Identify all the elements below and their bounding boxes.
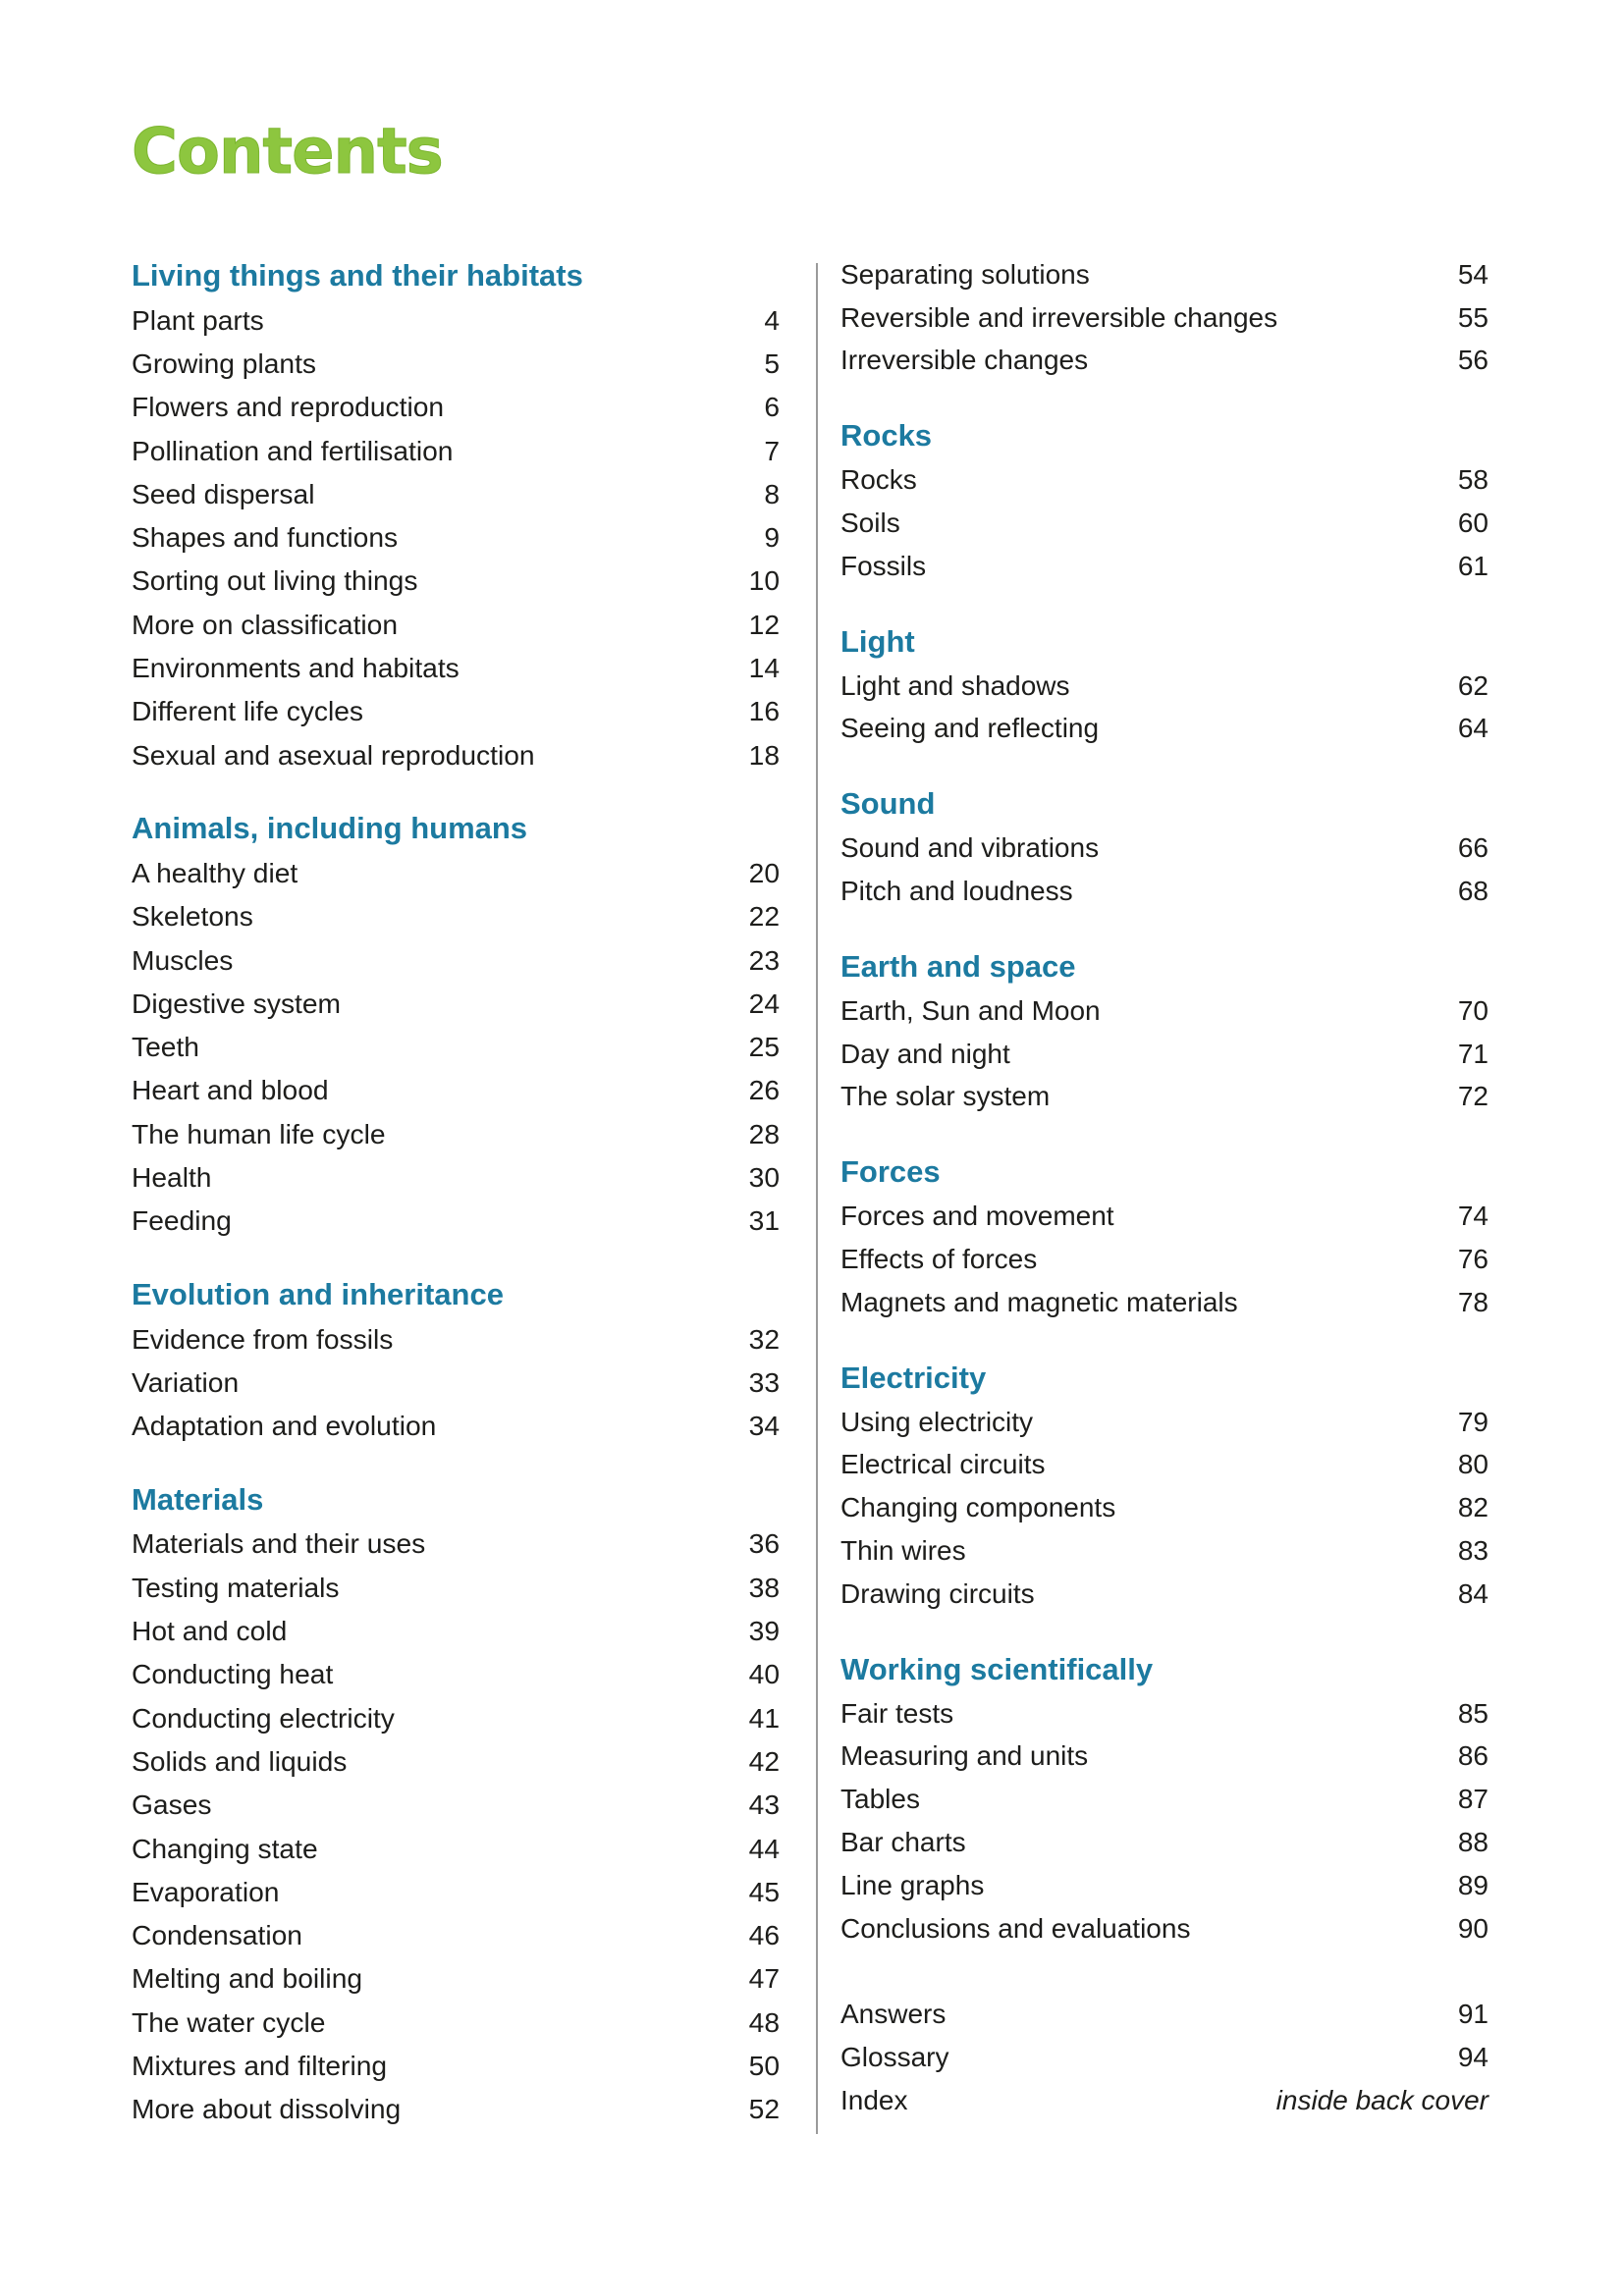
entry-page: 58 — [1457, 464, 1489, 496]
section-heading: Sound — [840, 786, 936, 822]
entry-page: 48 — [748, 2005, 780, 2038]
entry-page: 4 — [764, 303, 780, 336]
entry-page: 34 — [748, 1410, 780, 1442]
entry-page: 7 — [764, 434, 780, 466]
entry-page: 45 — [748, 1875, 780, 1907]
toc-entry[interactable] — [132, 2088, 780, 2131]
entry-label: Drawing circuits — [840, 1577, 1035, 1609]
toc-entry[interactable] — [840, 827, 1489, 870]
section-spacer — [132, 1243, 780, 1272]
section-spacer — [840, 382, 1489, 413]
entry-page: 80 — [1457, 1449, 1489, 1480]
entry-label: Seed dispersal — [132, 477, 315, 509]
toc-entry[interactable] — [132, 298, 780, 342]
toc-entry[interactable] — [840, 2079, 1489, 2122]
entry-label: Mixtures and filtering — [132, 2050, 388, 2082]
entry-label: The solar system — [840, 1081, 1051, 1112]
entry-page: 79 — [1457, 1406, 1489, 1437]
entry-label: More about dissolving — [132, 2093, 402, 2125]
entry-page: 89 — [1457, 1869, 1489, 1900]
entry-page: 85 — [1457, 1697, 1489, 1729]
entry-label: Conclusions and evaluations — [840, 1912, 1191, 1944]
section-evolution — [132, 1272, 780, 1448]
section-heading: Materials — [132, 1481, 264, 1517]
entry-label: Muscles — [132, 943, 234, 976]
entry-label: Electrical circuits — [840, 1449, 1046, 1480]
entry-label: Sound and vibrations — [840, 832, 1100, 864]
entry-page: 60 — [1457, 507, 1489, 539]
section-spacer — [840, 1950, 1489, 1994]
entry-page: 54 — [1457, 258, 1489, 290]
entry-label: Tables — [840, 1784, 920, 1815]
section-spacer — [840, 1118, 1489, 1149]
section-spacer — [840, 1616, 1489, 1647]
entry-label: Using electricity — [840, 1406, 1034, 1437]
entry-page: 33 — [748, 1365, 780, 1398]
entry-label: Evidence from fossils — [132, 1322, 394, 1355]
page-title: Contents — [132, 116, 443, 188]
section-animals — [132, 806, 780, 1243]
section-heading: Evolution and inheritance — [132, 1276, 504, 1311]
entry-label: Irreversible changes — [840, 345, 1089, 376]
entry-label: Gases — [132, 1789, 212, 1821]
section-light — [840, 619, 1489, 751]
entry-label: Digestive system — [132, 987, 342, 1019]
toc-entry[interactable] — [132, 646, 780, 689]
entry-page: 64 — [1457, 713, 1489, 744]
section-heading: Earth and space — [840, 948, 1076, 984]
entry-page: 76 — [1457, 1244, 1489, 1275]
entry-label: Pollination and fertilisation — [132, 434, 454, 466]
entry-label: Adaptation and evolution — [132, 1410, 437, 1442]
toc-entry[interactable] — [840, 1281, 1489, 1324]
entry-label: Melting and boiling — [132, 1962, 363, 1995]
section-heading: Rocks — [840, 418, 933, 454]
entry-page: 74 — [1457, 1201, 1489, 1232]
toc-entry[interactable] — [132, 342, 780, 385]
entry-page: 47 — [748, 1962, 780, 1995]
toc-entry[interactable] — [840, 1076, 1489, 1119]
toc-entry[interactable] — [132, 1653, 780, 1696]
toc-entry[interactable] — [840, 1692, 1489, 1735]
section-spacer — [840, 588, 1489, 619]
section-heading: Electricity — [840, 1360, 987, 1395]
toc-entry[interactable] — [840, 1401, 1489, 1444]
entry-page: 18 — [748, 738, 780, 771]
entry-page: 23 — [748, 943, 780, 976]
entry-page: 61 — [1457, 550, 1489, 581]
entry-label: Testing materials — [132, 1571, 340, 1603]
entry-label: Rocks — [840, 464, 917, 496]
entry-label: Health — [132, 1160, 212, 1193]
toc-entry[interactable] — [840, 1529, 1489, 1573]
toc-entry[interactable] — [132, 2001, 780, 2044]
toc-entry[interactable] — [132, 1609, 780, 1652]
entry-label: Forces and movement — [840, 1201, 1114, 1232]
entry-label: Answers — [840, 1999, 947, 2030]
toc-entry[interactable] — [132, 560, 780, 603]
toc-entry[interactable] — [840, 1486, 1489, 1529]
toc-entry[interactable] — [132, 733, 780, 776]
toc-entry[interactable] — [132, 1155, 780, 1199]
entry-page: 26 — [748, 1074, 780, 1106]
section-rocks — [840, 413, 1489, 587]
toc-entry[interactable] — [132, 895, 780, 938]
entry-label: Skeletons — [132, 900, 253, 933]
section-materials — [132, 1477, 780, 2131]
toc-entry[interactable] — [132, 386, 780, 429]
section-heading: Animals, including humans — [132, 811, 528, 846]
toc-entry[interactable] — [132, 851, 780, 894]
entry-label: Solids and liquids — [132, 1744, 348, 1777]
entry-label: Magnets and magnetic materials — [840, 1286, 1238, 1317]
toc-entry[interactable] — [840, 296, 1489, 340]
entry-label: Thin wires — [840, 1535, 966, 1567]
entry-label: Fair tests — [840, 1697, 954, 1729]
entry-label: Growing plants — [132, 347, 317, 379]
entry-page: 56 — [1457, 345, 1489, 376]
section-electricity — [840, 1356, 1489, 1616]
toc-entry[interactable] — [132, 1405, 780, 1448]
toc-entry[interactable] — [840, 1195, 1489, 1238]
toc-entry[interactable] — [132, 1696, 780, 1739]
column-divider — [816, 263, 818, 2134]
entry-page: 62 — [1457, 669, 1489, 701]
entry-label: Day and night — [840, 1038, 1010, 1069]
toc-entry[interactable] — [132, 982, 780, 1025]
section-heading: Forces — [840, 1154, 941, 1190]
entry-label: Shapes and functions — [132, 521, 399, 554]
entry-label: Hot and cold — [132, 1615, 288, 1647]
section-working-scientifically — [840, 1647, 1489, 1950]
toc-entry[interactable] — [132, 515, 780, 559]
entry-page: 6 — [764, 391, 780, 423]
entry-label: More on classification — [132, 608, 399, 640]
toc-entry[interactable] — [132, 1566, 780, 1609]
toc-entry[interactable] — [840, 1735, 1489, 1779]
entry-label: The water cycle — [132, 2005, 326, 2038]
entry-page: 52 — [748, 2093, 780, 2125]
entry-label: A healthy diet — [132, 856, 298, 888]
entry-label: Condensation — [132, 1919, 302, 1951]
toc-entry[interactable] — [132, 690, 780, 733]
entry-label: Reversible and irreversible changes — [840, 301, 1278, 333]
toc-entry[interactable] — [132, 429, 780, 472]
toc-entry[interactable] — [132, 1870, 780, 1913]
entry-page: 70 — [1457, 994, 1489, 1026]
section-heading: Light — [840, 623, 915, 659]
toc-entry[interactable] — [840, 1907, 1489, 1950]
entry-page: 91 — [1457, 1999, 1489, 2030]
toc-entry[interactable] — [132, 1739, 780, 1783]
toc-entry[interactable] — [132, 1069, 780, 1112]
entry-page: 12 — [748, 608, 780, 640]
entry-page: 90 — [1457, 1912, 1489, 1944]
entry-page: 72 — [1457, 1081, 1489, 1112]
toc-entry[interactable] — [132, 1957, 780, 2001]
toc-entry[interactable] — [132, 1914, 780, 1957]
entry-label: Light and shadows — [840, 669, 1070, 701]
entry-label: Pitch and loudness — [840, 876, 1073, 907]
toc-entry[interactable] — [132, 1522, 780, 1566]
entry-label: Changing state — [132, 1832, 318, 1864]
toc-entry[interactable] — [840, 708, 1489, 751]
toc-entry[interactable] — [840, 253, 1489, 296]
entry-page: 16 — [748, 695, 780, 727]
entry-page: 46 — [748, 1919, 780, 1951]
section-back-matter — [840, 1994, 1489, 2122]
entry-page: 20 — [748, 856, 780, 888]
toc-entry[interactable] — [132, 938, 780, 982]
entry-label: Line graphs — [840, 1869, 985, 1900]
entry-page: 40 — [748, 1658, 780, 1690]
entry-page: inside back cover — [1275, 2085, 1489, 2115]
entry-label: Sorting out living things — [132, 564, 418, 597]
entry-label: Measuring and units — [840, 1740, 1089, 1772]
entry-page: 94 — [1457, 2042, 1489, 2073]
toc-entry[interactable] — [132, 1112, 780, 1155]
entry-page: 8 — [764, 477, 780, 509]
section-spacer — [132, 1448, 780, 1477]
toc-entry[interactable] — [840, 1238, 1489, 1281]
contents-right-column — [840, 253, 1489, 2122]
toc-entry[interactable] — [840, 1778, 1489, 1821]
section-sound — [840, 781, 1489, 913]
entry-label: Seeing and reflecting — [840, 713, 1100, 744]
entry-page: 71 — [1457, 1038, 1489, 1069]
toc-entry[interactable] — [840, 502, 1489, 545]
entry-page: 86 — [1457, 1740, 1489, 1772]
entry-page: 39 — [748, 1615, 780, 1647]
entry-label: Flowers and reproduction — [132, 391, 445, 423]
toc-entry[interactable] — [840, 2036, 1489, 2079]
entry-label: Separating solutions — [840, 258, 1090, 290]
toc-entry[interactable] — [840, 1573, 1489, 1616]
section-spacer — [132, 776, 780, 806]
toc-entry[interactable] — [840, 1864, 1489, 1907]
entry-label: Heart and blood — [132, 1074, 329, 1106]
entry-label: Environments and habitats — [132, 652, 460, 684]
section-spacer — [840, 750, 1489, 781]
entry-label: Conducting heat — [132, 1658, 334, 1690]
entry-label: The human life cycle — [132, 1117, 386, 1149]
entry-page: 22 — [748, 900, 780, 933]
entry-label: Conducting electricity — [132, 1701, 395, 1734]
toc-entry[interactable] — [132, 1200, 780, 1243]
entry-page: 68 — [1457, 876, 1489, 907]
toc-entry[interactable] — [132, 1317, 780, 1361]
section-forces — [840, 1149, 1489, 1323]
entry-page: 82 — [1457, 1492, 1489, 1523]
entry-label: Fossils — [840, 550, 927, 581]
entry-page: 14 — [748, 652, 780, 684]
toc-entry[interactable] — [840, 545, 1489, 588]
entry-page: 31 — [748, 1204, 780, 1237]
entry-page: 9 — [764, 521, 780, 554]
toc-entry[interactable] — [132, 1361, 780, 1404]
entry-page: 50 — [748, 2050, 780, 2082]
toc-entry[interactable] — [840, 870, 1489, 913]
entry-label: Changing components — [840, 1492, 1116, 1523]
toc-entry[interactable] — [840, 1033, 1489, 1076]
entry-page: 38 — [748, 1571, 780, 1603]
entry-page: 25 — [748, 1031, 780, 1063]
section-spacer — [840, 1324, 1489, 1356]
toc-entry[interactable] — [132, 2044, 780, 2087]
entry-page: 36 — [748, 1527, 780, 1560]
toc-entry[interactable] — [840, 340, 1489, 383]
toc-entry[interactable] — [840, 1444, 1489, 1487]
entry-page: 88 — [1457, 1827, 1489, 1858]
entry-page: 42 — [748, 1744, 780, 1777]
entry-page: 83 — [1457, 1535, 1489, 1567]
entry-label: Bar charts — [840, 1827, 966, 1858]
entry-label: Different life cycles — [132, 695, 364, 727]
toc-entry[interactable] — [132, 1025, 780, 1068]
toc-entry[interactable] — [840, 458, 1489, 502]
entry-page: 66 — [1457, 832, 1489, 864]
entry-page: 32 — [748, 1322, 780, 1355]
toc-entry[interactable] — [132, 603, 780, 646]
section-heading: Working scientifically — [840, 1651, 1154, 1686]
section-living-things — [132, 253, 780, 776]
entry-page: 87 — [1457, 1784, 1489, 1815]
entry-page: 24 — [748, 987, 780, 1019]
entry-label: Sexual and asexual reproduction — [132, 738, 535, 771]
entry-page: 55 — [1457, 301, 1489, 333]
toc-entry[interactable] — [132, 1784, 780, 1827]
section-materials-continued — [840, 253, 1489, 382]
entry-label: Glossary — [840, 2042, 949, 2073]
entry-page: 28 — [748, 1117, 780, 1149]
entry-label: Evaporation — [132, 1875, 280, 1907]
entry-page: 44 — [748, 1832, 780, 1864]
entry-label: Teeth — [132, 1031, 199, 1063]
entry-label: Index — [840, 2085, 908, 2115]
toc-entry[interactable] — [132, 472, 780, 515]
section-earth-space — [840, 944, 1489, 1118]
entry-page: 10 — [748, 564, 780, 597]
entry-label: Feeding — [132, 1204, 232, 1237]
entry-page: 30 — [748, 1160, 780, 1193]
toc-entry[interactable] — [840, 989, 1489, 1033]
section-heading: Living things and their habitats — [132, 258, 583, 293]
entry-label: Effects of forces — [840, 1244, 1038, 1275]
entry-label: Materials and their uses — [132, 1527, 426, 1560]
entry-label: Variation — [132, 1365, 240, 1398]
entry-page: 43 — [748, 1789, 780, 1821]
entry-label: Plant parts — [132, 303, 264, 336]
toc-entry[interactable] — [840, 1994, 1489, 2037]
toc-entry[interactable] — [840, 1821, 1489, 1864]
contents-left-column — [132, 253, 780, 2131]
entry-label: Earth, Sun and Moon — [840, 994, 1101, 1026]
toc-entry[interactable] — [132, 1827, 780, 1870]
entry-page: 78 — [1457, 1286, 1489, 1317]
entry-label: Soils — [840, 507, 900, 539]
entry-page: 84 — [1457, 1577, 1489, 1609]
toc-entry[interactable] — [840, 665, 1489, 708]
entry-page: 5 — [764, 347, 780, 379]
section-spacer — [840, 913, 1489, 944]
entry-page: 41 — [748, 1701, 780, 1734]
